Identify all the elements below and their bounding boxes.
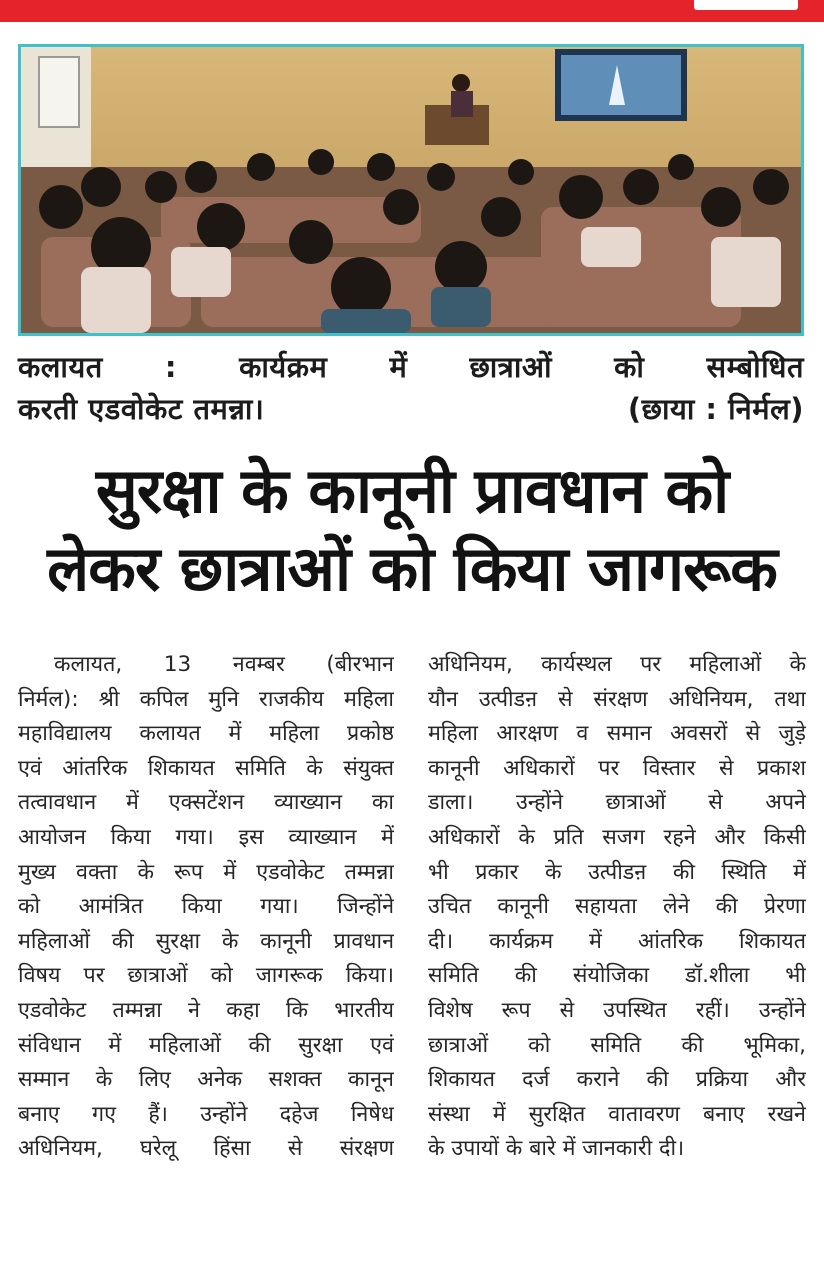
body-line: सम्मान के लिए अनेक सशक्त कानून [18, 1067, 394, 1093]
body-line: समिति की संयोजिका डॉ.शीला भी [428, 963, 806, 989]
body-line: छात्राओं को समिति की भूमिका, [428, 1032, 806, 1058]
body-line: अधिकारों के प्रति सजग रहने और किसी [428, 824, 806, 850]
body-line: को आमंत्रित किया गया। जिन्होंने [18, 894, 394, 920]
body-line: संस्था में सुरक्षित वातावरण बनाए रखने [428, 1101, 806, 1127]
body-line: महाविद्यालय कलायत में महिला प्रकोष्ठ [18, 721, 394, 747]
body-line: संविधान में महिलाओं की सुरक्षा एवं [18, 1032, 394, 1058]
body-line: विशेष रूप से उपस्थित रहीं। उन्होंने [428, 997, 806, 1023]
body-line: बनाए गए हैं। उन्होंने दहेज निषेध [18, 1101, 394, 1127]
body-line: उचित कानूनी सहायता लेने की प्रेरणा [428, 894, 806, 920]
body-line: निर्मल): श्री कपिल मुनि राजकीय महिला [18, 686, 394, 712]
body-line: महिलाओं की सुरक्षा के कानूनी प्रावधान [18, 928, 394, 954]
masthead-tab [694, 0, 798, 10]
body-column-left [18, 648, 394, 1167]
body-line: कलायत, 13 नवम्बर (बीरभान [54, 652, 394, 677]
body-line: महिला आरक्षण व समान अवसरों से जुड़े [428, 721, 806, 747]
body-column-right [428, 648, 806, 1167]
body-line: तत्वावधान में एक्सटेंशन व्याख्यान का [18, 790, 394, 816]
body-line: भी प्रकार के उत्पीडऩ की स्थिति में [428, 859, 806, 885]
caption-text: करती एडवोकेट तमन्ना। [18, 392, 265, 426]
body-line: के उपायों के बारे में जानकारी दी। [428, 1136, 685, 1162]
body-line: आयोजन किया गया। इस व्याख्यान में [18, 824, 394, 850]
caption-line-1: कलायत : कार्यक्रम में छात्राओं को सम्बोधित [18, 350, 804, 384]
body-line: यौन उत्पीडऩ से संरक्षण अधिनियम, तथा [428, 686, 806, 712]
headline-line-1: सुरक्षा के कानूनी प्रावधान को [95, 454, 729, 527]
article-headline [14, 452, 810, 608]
photo-caption [18, 346, 804, 430]
body-line: मुख्य वक्ता के रूप में एडवोकेट तम्मन्ना [18, 859, 394, 885]
body-line: एवं आंतरिक शिकायत समिति के संयुक्त [18, 755, 394, 781]
body-line: एडवोकेट तम्मन्ना ने कहा कि भारतीय [18, 997, 394, 1023]
body-line: दी। कार्यक्रम में आंतरिक शिकायत [428, 928, 806, 954]
photo-credit: (छाया : निर्मल) [627, 392, 804, 426]
body-line: विषय पर छात्राओं को जागरूक किया। [18, 963, 394, 989]
body-line: डाला। उन्होंने छात्राओं से अपने [428, 790, 806, 816]
body-line: अधिनियम, कार्यस्थल पर महिलाओं के [428, 652, 806, 677]
lecture-hall-photo [21, 47, 801, 333]
caption-line-2 [18, 388, 804, 430]
body-line: कानूनी अधिकारों पर विस्तार से प्रकाश [428, 755, 806, 781]
body-line: अधिनियम, घरेलू हिंसा से संरक्षण [18, 1136, 394, 1162]
body-line: शिकायत दर्ज कराने की प्रक्रिया और [428, 1067, 806, 1093]
news-photo [18, 44, 804, 336]
headline-line-2: लेकर छात्राओं को किया जागरूक [47, 532, 777, 605]
